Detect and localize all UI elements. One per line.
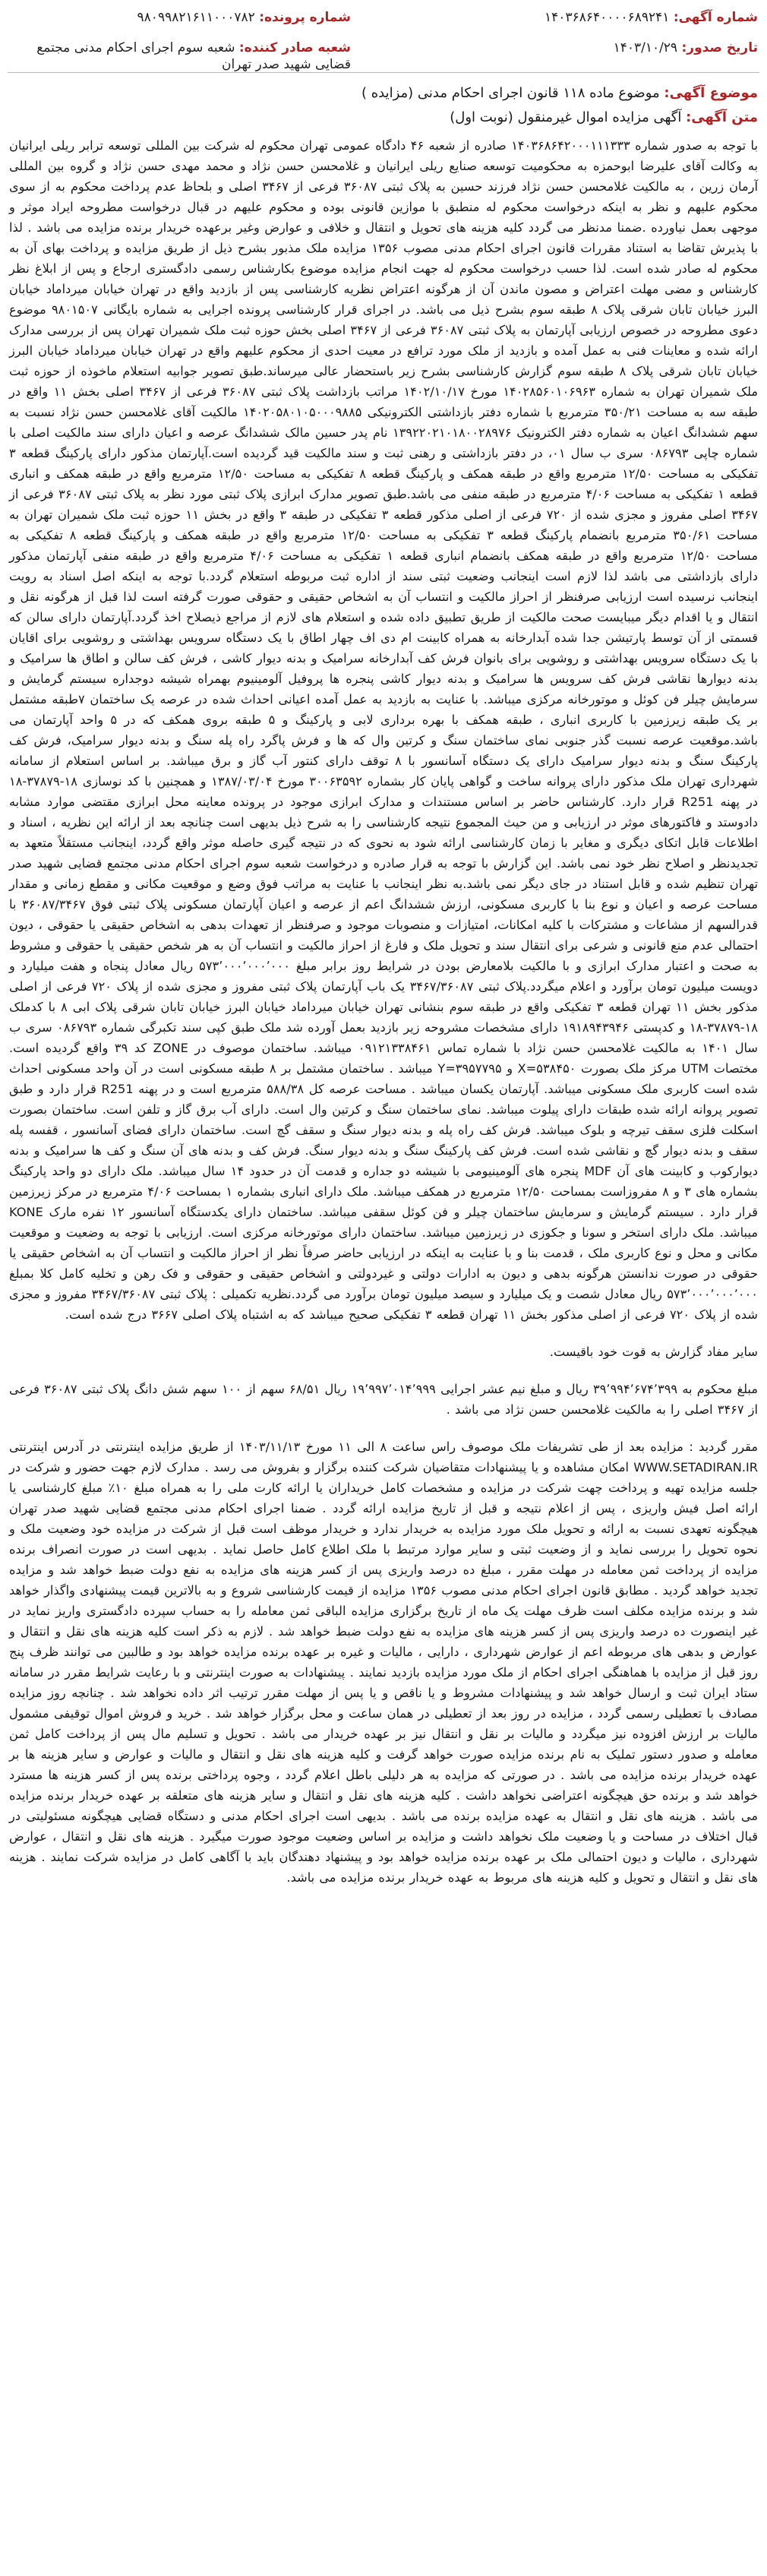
ad-number-label: شماره آگهی: [673, 10, 758, 25]
ad-number-row [544, 9, 758, 26]
paragraph-remaining: سایر مفاد گزارش به قوت خود باقیست. [549, 1345, 758, 1359]
title-text: آگهی مزایده اموال غیرمنقول (نوبت اول) [450, 109, 682, 125]
case-number-row [137, 9, 351, 26]
branch-label: شعبه صادر کننده: [238, 40, 351, 55]
case-number-label: شماره پرونده: [259, 10, 351, 25]
case-number: ۹۸۰۹۹۸۲۱۶۱۱۰۰۰۷۸۲ [137, 10, 255, 25]
ad-body [9, 135, 758, 1888]
branch-row [32, 40, 351, 73]
ad-number: ۱۴۰۳۶۸۶۴۰۰۰۰۶۸۹۲۴۱ [544, 10, 670, 25]
issue-date-label: تاریخ صدور: [681, 40, 758, 55]
title-label: متن آگهی: [686, 109, 758, 125]
issue-date: ۱۴۰۳/۱۰/۲۹ [613, 40, 678, 55]
ad-subject [9, 84, 758, 103]
issue-date-row [614, 40, 758, 56]
subject-text: موضوع ماده ۱۱۸ قانون اجرای احکام مدنی (مزایده ) [361, 85, 660, 101]
paragraph-terms: مقرر گردید : مزایده بعد از طی تشریفات ملک موصوف راس ساعت ۸ الی ۱۱ مورخ ۱۴۰۳/۱۱/۱۳ از طریق مزایده اینترنتی در آدرس اینترنتی WWW.SETADIRAN.IR امکان مشاهده و یا پیشنهادات متقاضیان شرکت کننده برگزار و بفروش می رسد . مدارک لازم جهت حضور و شرکت در جلسه مزایده تهیه و پرداخت چهت شرکت در مزایده و مشخصات کامل خریداران یا ارائه کارت ملی را به همراه مبلغ ۱۰٪ مبلغ کارشناسی یا ارائه اصل فیش واریزی ، پس از اعلام نتیجه و قبل از تاریخ مزایده ارائه گردد . ضمنا اجرای احکام مدنی مجتمع قضایی شهید صدر تهران هیچگونه تعهدی نسبت به ارائه و تحویل ملک مورد مزایده به خریدار ندارد و خریدار موظف است قبل از شرکت در مزایده خود وضعیت ملک و نحوه تحویل را بررسی نماید و از وضعیت ثبتی و سایر موارد مرتبط با ملک اطلاع کامل حاصل نماید . بدیهی است در صورت انصراف برنده مزایده از پرداخت ثمن معامله در مهلت مقرر ، مبلغ ده درصد واریزی پس از کسر هزینه های مزایده به نفع دولت ضبط خواهد شد و مزایده تجدید خواهد گردید . مطابق قانون اجرای احکام مدنی مصوب ۱۳۵۶ مزایده از قیمت کارشناسی شروع و به بالاترین قیمت پیشنهادی واگذار خواهد شد و برنده مزایده مکلف است ظرف مهلت یک ماه از تاریخ برگزاری مزایده الباقی ثمن معامله را به حساب سپرده دادگستری واریز نماید در غیر اینصورت ده درصد واریزی پس از کسر هزینه های مزایده به نفع دولت ضبط خواهد شد . لازم به ذکر است کلیه هزینه های نقل و انتقال و عوارض و بدهی های مربوطه اعم از عوارض شهرداری ، دارایی ، مالیات و غیره بر عهده برنده مزایده خواهد بود و طالبین می توانند ظرف پنج روز قبل از مزایده با هماهنگی اجرای احکام از ملک مورد مزایده بازدید نمایند . پیشنهادات به صورت اینترنتی و با رعایت شرایط مقرر در سامانه ستاد ایران ثبت و ارسال خواهد شد و پیشنهادات مشروط و یا ناقص و یا پس از مهلت مقرر ترتیب اثر داده نخواهد شد . چنانچه روز مزایده مصادف با تعطیلی رسمی گردد ، مزایده در روز بعد از تعطیلی در همان ساعت و محل برگزار خواهد شد . خرید و فروش اموال توقیفی مشمول مالیات بر ارزش افزوده نیز میگردد و مالیات بر نقل و انتقال نیز بر عهده خریدار می باشد . تحویل و تسلیم مال پس از پرداخت کامل ثمن معامله و صدور دستور تملیک به نام برنده مزایده صورت خواهد گرفت و کلیه هزینه های نقل و انتقال و مالیات و عوارض و سایر هزینه ها بر عهده خریدار برنده مزایده می باشد . در صورتی که مزایده به هر دلیلی باطل اعلام گردد ، وجوه پرداختی برنده پس از کسر هزینه ها مسترد خواهد شد و برنده حق هیچگونه اعتراضی نخواهد داشت . کلیه هزینه های نقل و انتقال و سایر هزینه های متعلقه بر عهده خریدار برنده مزایده می باشد . هزینه های نقل و انتقال به عهده مزایده برنده می باشد . بدیهی است اجرای احکام مدنی و دستگاه قضایی هیچگونه مسئولیتی در قبال اختلاف در مساحت و یا وضعیت ملک نخواهد داشت و مزایده بر اساس وضعیت موجود صورت میگیرد . هزینه های نقل و انتقال ، عوارض شهرداری ، مالیات و دیون احتمالی ملک بر عهده برنده مزایده خواهد بود و پیشنهاد دهندگان باید با آگاهی کامل در مزایده شرکت نمایند . هزینه های نقل و انتقال و تحویل و کلیه هزینه های مربوط به عهده خریدار برنده مزایده می باشد. [9, 1440, 759, 1885]
branch-name: شعبه سوم اجرای احکام مدنی مجتمع قضایی شهید صدر تهران [36, 40, 351, 72]
subject-label: موضوع آگهی: [664, 85, 758, 101]
header-block [0, 0, 767, 72]
paragraph-report: با توجه به صدور شماره ۱۴۰۳۶۸۶۴۲۰۰۰۱۱۱۳۳۳ صادره از شعبه ۴۶ دادگاه عمومی تهران محکوم له شرکت بین المللی توسعه ترابر ریلی ایرانیان به وکالت آقای علیرضا ابوحمزه به محکومیت توسعه صنایع ریلی ایرانیان و غلامحسن حسن نژاد و محمد مهدی حسن نژاد و گروه بین المللی آرمان زرین ، به مالکیت غلامحسن حسن نژاد فرزند حسین به پلاک ثبتی ۳۶۰۸۷ فرعی از ۳۴۶۷ اصلی و بلحاظ عدم پرداخت محکوم به از سوی محکوم علیهم و نظر به اینکه درخواست محکوم له منطبق با موازین قانونی بوده و محکوم علیهم در قبال درخواست مطروحه ایراد موثر و موجهی بعمل نیاورده .ضمنا مدنظر می گردد کلیه هزینه های تحویل و انتقال و خلافی و عوارض وغیر برعهده خریدار برنده مزایده می باشد . لذا با پذیرش تقاضا به استناد مقررات قانون اجرای احکام مدنی مصوب ۱۳۵۶ مزایده ملک مذبور بشرح ذیل از طریق مزایده و پرداخت بهای آن به محکوم له صادر شده است. لذا حسب درخواست محکوم له جهت انجام مزایده موضوع بکارشناس رسمی دادگستری ارجاع و پس از ابلاغ نظر کارشناس و مضی مهلت اعتراض و مصون ماندن آن از هرگونه اعتراض نظریه کارشناسی پس از بازدید واقع در تهران خیابان میرداماد خیابان البرز خیابان تابان شرقی پلاک ۸ طبقه سوم بشرح ذیل می باشد. در اجرای قرار کارشناسی پرونده اجرایی به شماره بایگانی ۹۸۰۱۵۰۷ موضوع دعوی مطروحه در خصوص ارزیابی آپارتمان به پلاک ثبتی ۳۶۰۸۷ فرعی از ۳۴۶۷ اصلی بخش حوزه ثبت ملک شمیران تهران پس از بررسی مدارک ارائه شده و معاینات فنی به عمل آمده و بازدید از ملک مورد ترافع در معیت احدی از محکوم علیهم واقع در تهران خیابان میرداماد خیابان البرز خیابان تابان شرقی پلاک ۸ طبقه سوم گزارش کارشناسی بشرح زیر باستحضار عالی میرساند.طبق تصویر جوابیه استعلام ماخوذه از حوزه ثبت ملک شمیران تهران به شماره ۱۴۰۲۸۵۶۰۱۰۶۹۶۳ مورخ ۱۴۰۲/۱۰/۱۷ مراتب بازداشت پلاک ثبتی ۳۶۰۸۷ فرعی از ۳۴۶۷ اصلی بخش ۱۱ واقع در طبقه سه به مساحت ۳۵۰/۲۱ مترمربع با شماره دفتر بازداشتی الکترونیکی ۱۴۰۲۰۵۸۰۱۰۵۰۰۰۹۸۸۵ مالکیت آقای غلامحسن حسن نژاد نسبت به سهم ششدانگ اعیان به شماره دفتر الکترونیک ۱۳۹۲۲۰۲۱۰۱۸۰۰۲۸۹۷۶ نام پدر حسین مالک ششدانگ عرصه و اعیان دارای سند مالکیت اصلی با شماره چاپی ۰۸۶۷۹۳ سری ب سال ۰۱، در دفتر بازداشتی و رهنی ثبت و سند مالکیت قید گردیده است.آپارتمان مذکور دارای پارکینگ قطعه ۳ تفکیکی به مساحت ۱۲/۵۰ مترمربع واقع در طبقه همکف و پارکینگ قطعه ۸ تفکیکی به مساحت ۱۲/۵۰ مترمربع واقع در طبقه همکف و انباری قطعه ۱ تفکیکی به مساحت ۴/۰۶ مترمربع در طبقه منفی می باشد.طبق تصویر مدارک ابرازی پلاک ثبتی مورد نظر به پلاک ثبتی ۳۶۰۸۷ فرعی از ۳۴۶۷ اصلی مفروز و مجزی شده از ۷۲۰ فرعی از اصلی مذکور قطعه ۳ تفکیکی در طبقه ۳ واقع در بخش ۱۱ حوزه ثبت ملک شمیران تهران به مساحت ۳۵۰/۶۱ مترمربع بانضمام پارکینگ قطعه ۳ تفکیکی به مساحت ۱۲/۵۰ مترمربع واقع در طبقه همکف و پارکینگ قطعه ۸ تفکیکی به مساحت ۱۲/۵۰ مترمربع واقع در طبقه همکف بانضمام انباری قطعه ۱ تفکیکی به مساحت ۴/۰۶ مترمربع واقع در طبقه منفی آپارتمان مذکور دارای بازداشتی می باشد لذا لازم است اینجانب وضعیت ثبتی سند از اداره ثبت مربوطه استعلام گردد.با توجه به اینکه اصل اسناد به رویت اینجانب نرسیده است ارزیابی صرفنظر از احراز مالکیت و انتساب آن به اشخاص حقیقی و حقوقی صورت گرفته است لذا قبل از هرگونه نقل و انتقال و یا اقدام دیگر میبایست صحت مالکیت از طریق تطبیق داده شده و استعلام های لازم از مراجع ذیصلاح اخذ گردد.آپارتمان دارای سالن که قسمتی از آن توسط پارتیشن جدا شده آبدارخانه به همراه کابینت ام دی اف چهار اطاق با یک دستگاه سرویس بهداشتی و روشویی برای اقایان با یک دستگاه سرویس بهداشتی و روشویی برای بانوان فرش کف آبدارخانه سرامیک و بدنه دیوار کاشی ، فرش کف سالن و اطاق ها سرامیک و بدنه دیوارها نقاشی فرش کف سرویس ها سرامیک و بدنه دیوار کاشی پنجره ها پروفیل آلومینیوم بهمراه شیشه دوجداره سیستم گرمایش و سرمایش چیلر فن کوئل و موتورخانه مرکزی میباشد. با عنایت به بازدید به عمل آمده اعیانی احداث شده در عرصه یک ساختمان ۷طبقه مشتمل بر یک طبقه زیرزمین با کاربری انباری ، طبقه همکف با بهره برداری لابی و پارکینگ و ۵ طبقه بروی همکف که در ۵ واحد آپارتمان می باشد.موقعیت عرصه نسبت گذر جنوبی نمای ساختمان سنگ و کرتین وال که ها و فرش پاگرد راه پله سنگ و بدنه دیوار سرامیک، فرش کف پارکینگ سنگ و بدنه دیوار سرامیک دارای یک دستگاه آسانسور با ۸ توقف دارای کنتور آب گاز و برق میباشد. بر اساس استعلام از سامانه شهرداری تهران ملک مذکور دارای پروانه ساخت و گواهی پایان کار بشماره ۳۰۰۶۳۵۹۲ مورخ ۱۳۸۷/۰۳/۰۴ و همچنین با کد نوسازی ۱۸-۳۷۸۷۹-۱۸ در پهنه R251 قرار دارد. کارشناس حاضر بر اساس مستندات و مدارک ابرازی موجود در پرونده معاینه محل ابرازی مقتضی موارد مشابه دادوستد و فاکتورهای موثر در ارزیابی و من حیث المجموع نتیجه کارشناسی را به شرح ذیل بدیهی است چنانچه بعد از ارائه این نظریه ، اسناد و اطلاعات قابل اتکای دیگری و مغایر با زمان کارشناسی ارائه شود به نحوی که در نتیجه گیری حاصله موثر واقع گردد، اینجانب مستقلاً متعهد به تجدیدنظر و اصلاح نظر خود نمی باشد. این گزارش با توجه به قرار صادره و درخواست شعبه سوم اجرای احکام مدنی مجتمع قضایی شهید صدر تهران تنظیم شده و قابل استناد در جای دیگر نمی باشد.به نظر اینجانب با عنایت به مراتب فوق وضع و موقعیت مکانی و مقطع زمانی و مقدار مساحت عرصه و اعیان و نوع بنا با کاربری مسکونی، ارزش ششدانگ اعم از عرصه و اعیان آپارتمان مسکونی پلاک ثبتی فوق ۳۶۰۸۷/۳۴۶۷ با قدرالسهم از مشاعات و مشترکات با کلیه امکانات، امتیازات و منصوبات موجود و صرفنظر از تعهدات بدهی به اشخاص حقیقی یا حقوقی ، دیون احتمالی عدم منع قانونی و شرعی برای انتقال سند و تحویل ملک و فارغ از احراز مالکیت و انتساب آن به هر شخص حقیقی یا حقوقی و مشروط به صحت و اعتبار مدارک ابرازی و با مالکیت بلامعارض بودن در شرایط روز برابر مبلغ ۵۷۳٬۰۰۰٬۰۰۰٬۰۰۰ ریال معادل پنجاه و هفت میلیارد و دویست میلیون تومان برآورد و اعلام میگردد.پلاک ثبتی ۳۴۶۷/۳۶۰۸۷ یک باب آپارتمان پلاک ثبتی مفروز و مجزی شده از پلاک ۷۲۰ فرعی از اصلی مذکور بخش ۱۱ تهران قطعه ۳ تفکیکی واقع در طبقه سوم بنشانی تهران خیابان میرداماد خیابان البرز خیابان تابان شرقی پلاک ابی ۸ با کدملک ۱۸-۳۷۸۷۹-۱۸ و کدپستی ۱۹۱۸۹۴۳۹۴۶ دارای مشخصات مشروحه زیر بازدید بعمل آورده شد ملک طبق کپی سند تکبرگی شماره ۰۸۶۷۹۳ سری ب سال ۱۴۰۱ به مالکیت غلامحسن حسن نژاد با شماره تماس ۰۹۱۲۱۳۳۸۴۶۱ میباشد. ساختمان موصوف در ZONE کد ۳۹ واقع گردیده است. مختصات UTM مرکز ملک بصورت X=۵۳۸۴۵۰ و Y=۳۹۵۷۷۹۵ میباشد . ساختمان مشتمل بر ۸ طبقه مسکونی است در آن واحد مسکونی احداث شده است کاربری ملک مسکونی میباشد. آپارتمان یکسان میباشد . مساحت عرصه کل ۵۸۸/۳۸ مترمربع است و در پهنه R251 قرار دارد و طبق تصویر پروانه ارائه شده طبقات دارای پیلوت میباشد. نمای ساختمان سنگ و کرتین وال است. دارای آب برق گاز و تلفن است. ساختمان بصورت اسکلت فلزی سقف تیرچه و بلوک میباشد. فرش کف راه پله و بدنه دیوار سنگ و سقف گچ است. ساختمان دارای فضای آسانسور ، قفسه پله سقف و بدنه دیوار گچ و نقاشی شده است. فرش کف پارکینگ سنگ و بدنه دیوار سنگ. فرش کف و بدنه های آن سنگ و کف ها سرامیک و بدنه دیوارکوب و کابینت های آن MDF پنجره های آلومینیومی با شیشه دو جداره و قدمت آن در حدود ۱۴ سال میباشد. ملک دارای دو واحد پارکینگ بشماره های ۳ و ۸ مفروزاست بمساحت ۱۲/۵۰ مترمربع در همکف میباشد. ملک دارای انباری بشماره ۱ بمساحت ۴/۰۶ مترمربع در مرکز زیرزمین قرار دارد . سیستم گرمایش و سرمایش ساختمان چیلر و فن کوئل سقفی میباشد. ساختمان دارای یکدستگاه آسانسور ۱۲ نفره مارک KONE میباشد. ملک دارای استخر و سونا و جکوزی در زیرزمین میباشد. ساختمان دارای موتورخانه مرکزی است. ارزیابی با توجه به وضعیت و موقعیت مکانی و محل و نوع کاربری ملک ، قدمت بنا و با عنایت به اینکه در ارزیابی حاضر صرفاً نظر از احراز مالکیت و انتساب آن به اشخاص حقیقی یا حقوقی در صورت ندانستن هرگونه بدهی و دیون به ادارات دولتی و غیردولتی و اشخاص حقیقی و حقوقی و فک رهن و تخلیه کامل کلا بمبلغ ۵۷۳٬۰۰۰٬۰۰۰٬۰۰۰ ریال معادل شصت و یک میلیارد و سیصد میلیون تومان برآورد می گردد.نظریه تکمیلی : پلاک ثبتی ۳۴۶۷/۳۶۰۸۷ مفروز و مجزی شده از پلاک ۷۲۰ فرعی از اصلی مذکور بخش ۱۱ تهران قطعه ۳ تفکیکی صحیح میباشد که به اشتباه پلاک اصلی ۳۶۶۷ درج شده است. [9, 138, 759, 1322]
ad-title [9, 108, 758, 128]
paragraph-amount: مبلغ محکوم به ۳۹٬۹۹۴٬۶۷۴٬۳۹۹ ریال و مبلغ نیم عشر اجرایی ۱۹٬۹۹۷٬۰۱۴٬۹۹۹ ریال ۶۸/۵۱ سهم از ۱۰۰ سهم شش دانگ پلاک ثبتی ۳۶۰۸۷ فرعی از ۳۴۶۷ اصلی را به مالکیت غلامحسن حسن نژاد می باشد . [9, 1382, 758, 1417]
